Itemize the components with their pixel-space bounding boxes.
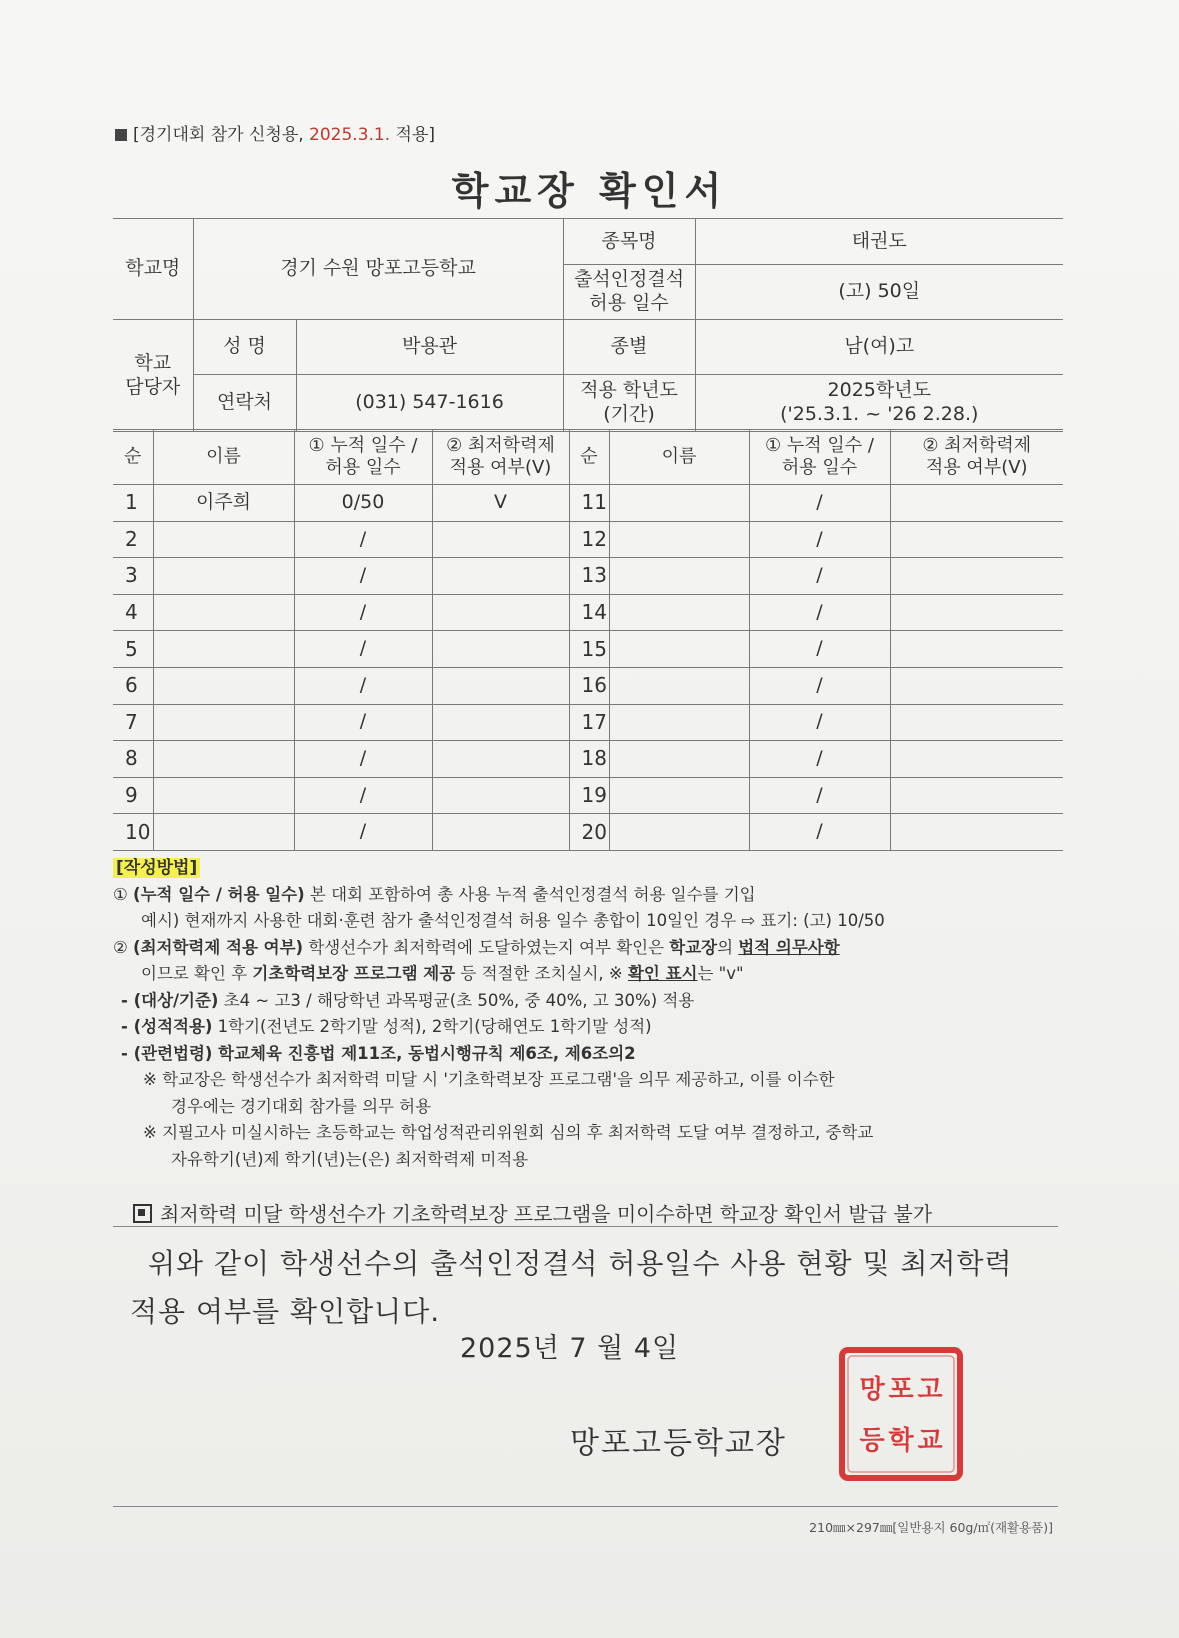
- athlete-table: [113, 429, 1063, 851]
- sport-label: 종목명: [563, 219, 695, 265]
- cell-r-days: /: [749, 704, 890, 741]
- form-usage-note: [경기대회 참가 신청용, 2025.3.1. 적용]: [115, 120, 435, 145]
- info-table: [113, 218, 1063, 432]
- cell-r-no: 17: [569, 704, 609, 741]
- table-row: [113, 594, 1063, 631]
- page-title: 학교장 확인서: [451, 169, 728, 213]
- name-value: 박용관: [296, 320, 563, 375]
- cell-l-name: [153, 631, 294, 668]
- cell-l-min: [432, 741, 569, 778]
- cell-l-no: 8: [113, 741, 153, 778]
- cell-r-days: /: [749, 485, 890, 522]
- cell-l-no: 5: [113, 631, 153, 668]
- table-row: [113, 704, 1063, 741]
- note-1: ※ 학교장은 학생선수가 최저학력 미달 시 '기초학력보장 프로그램'을 의무 제공하고, 이를 이수한: [143, 1070, 835, 1089]
- cell-r-no: 15: [569, 631, 609, 668]
- footer-divider: [113, 1506, 1058, 1507]
- cell-r-min: [890, 741, 1063, 778]
- cell-l-days: /: [294, 814, 432, 851]
- seal-glyph: 등: [859, 1426, 885, 1456]
- cell-r-min: [890, 631, 1063, 668]
- instruction-1: ① (누적 일수 / 허용 일수) 본 대회 포함하여 총 사용 누적 출석인정결석 허용 일수를 기입: [113, 884, 756, 904]
- contact-value: (031) 547-1616: [296, 375, 563, 432]
- cell-l-days: /: [294, 558, 432, 595]
- cell-l-min: [432, 667, 569, 704]
- cell-l-days: /: [294, 741, 432, 778]
- name-label: 성 명: [193, 320, 296, 375]
- seal-glyph: 교: [917, 1426, 943, 1456]
- cell-r-days: /: [749, 594, 890, 631]
- detail-target: - (대상/기준) 초4 ~ 고3 / 해당학년 과목평균(초 50%, 중 40%, 고 30%) 적용: [121, 990, 695, 1010]
- cell-r-name: [609, 667, 749, 704]
- cell-l-no: 3: [113, 558, 153, 595]
- col-name-header: 이름: [153, 430, 294, 485]
- cell-r-name: [609, 814, 749, 851]
- cell-l-days: /: [294, 521, 432, 558]
- cell-r-name: [609, 631, 749, 668]
- cell-r-name: [609, 704, 749, 741]
- col-days-header: ① 누적 일수 / 허용 일수: [749, 430, 890, 485]
- instructions-heading: [작성방법]: [113, 858, 200, 878]
- sport-value: 태권도: [695, 219, 1063, 265]
- official-seal: [838, 1346, 964, 1482]
- cell-r-days: /: [749, 521, 890, 558]
- col-min-header: ② 최저학력제 적용 여부(V): [432, 430, 569, 485]
- gender-value: 남(여)고: [695, 320, 1063, 375]
- divider: [113, 1226, 1058, 1227]
- cell-l-name: [153, 594, 294, 631]
- table-row: [113, 814, 1063, 851]
- col-days-header: ① 누적 일수 / 허용 일수: [294, 430, 432, 485]
- issue-date: 2025년 7 월 4일: [460, 1333, 680, 1364]
- cell-r-min: [890, 777, 1063, 814]
- table-row: [113, 741, 1063, 778]
- cell-l-min: [432, 814, 569, 851]
- cell-l-min: [432, 558, 569, 595]
- cell-l-name: [153, 521, 294, 558]
- cell-l-days: /: [294, 777, 432, 814]
- cell-r-no: 13: [569, 558, 609, 595]
- boxed-square-icon: [133, 1204, 152, 1223]
- cell-l-name: [153, 704, 294, 741]
- school-name: 경기 수원 망포고등학교: [193, 219, 563, 320]
- table-row: [113, 667, 1063, 704]
- table-row: [113, 558, 1063, 595]
- cell-r-min: [890, 667, 1063, 704]
- absence-value: (고) 50일: [695, 265, 1063, 320]
- cell-l-no: 4: [113, 594, 153, 631]
- instruction-2-cont: 이므로 확인 후 기초학력보장 프로그램 제공 등 적절한 조치실시, ※ 확인 표시는 "v": [141, 964, 744, 983]
- cell-l-min: [432, 631, 569, 668]
- cell-l-no: 9: [113, 777, 153, 814]
- cell-l-days: /: [294, 667, 432, 704]
- cell-l-name: [153, 777, 294, 814]
- cell-l-name: [153, 558, 294, 595]
- detail-law: - (관련법령) 학교체육 진흥법 제11조, 동법시행규칙 제6조, 제6조의2: [121, 1043, 636, 1063]
- cell-l-name: 이주희: [153, 485, 294, 522]
- cell-r-min: [890, 704, 1063, 741]
- seal-glyph: 망: [859, 1375, 885, 1405]
- square-bullet-icon: [115, 129, 127, 141]
- seal-glyph: 고: [917, 1375, 943, 1405]
- cell-l-name: [153, 814, 294, 851]
- col-name-header: 이름: [609, 430, 749, 485]
- col-min-header: ② 최저학력제 적용 여부(V): [890, 430, 1063, 485]
- note-1-cont: 경우에는 경기대회 참가를 의무 허용: [171, 1096, 432, 1116]
- note-2: ※ 지필고사 미실시하는 초등학교는 학업성적관리위원회 심의 후 최저학력 도달 여부 결정하고, 중학교: [143, 1123, 874, 1142]
- seal-glyph: 학: [888, 1426, 914, 1456]
- cell-l-days: /: [294, 704, 432, 741]
- cell-r-no: 12: [569, 521, 609, 558]
- table-header-row: [113, 430, 1063, 485]
- cell-r-min: [890, 594, 1063, 631]
- cell-l-no: 6: [113, 667, 153, 704]
- cell-r-days: /: [749, 741, 890, 778]
- paper-spec: 210㎜×297㎜[일반용지 60g/㎡(재활용품)]: [809, 1520, 1053, 1535]
- cell-l-name: [153, 667, 294, 704]
- year-value: 2025학년도 ('25.3.1. ~ '26 2.28.): [695, 375, 1063, 432]
- cell-r-days: /: [749, 631, 890, 668]
- table-row: [113, 777, 1063, 814]
- cell-l-no: 1: [113, 485, 153, 522]
- cell-l-days: /: [294, 631, 432, 668]
- absence-label: 출석인정결석 허용 일수: [563, 265, 695, 320]
- table-row: [113, 631, 1063, 668]
- instructions: [113, 855, 1053, 1173]
- year-label: 적용 학년도 (기간): [563, 375, 695, 432]
- cell-r-no: 20: [569, 814, 609, 851]
- cell-l-no: 7: [113, 704, 153, 741]
- seal-glyph: 포: [888, 1375, 914, 1405]
- cell-r-min: [890, 558, 1063, 595]
- contact-label: 연락처: [193, 375, 296, 432]
- cell-r-name: [609, 777, 749, 814]
- cell-r-name: [609, 521, 749, 558]
- detail-grades: - (성적적용) 1학기(전년도 2학기말 성적), 2학기(당해연도 1학기말 성적): [121, 1017, 652, 1036]
- cell-l-min: [432, 594, 569, 631]
- cell-l-min: [432, 521, 569, 558]
- cell-r-no: 18: [569, 741, 609, 778]
- cell-l-no: 2: [113, 521, 153, 558]
- table-row: [113, 485, 1063, 522]
- col-no-header: 순: [569, 430, 609, 485]
- cell-l-days: /: [294, 594, 432, 631]
- cell-l-min: [432, 704, 569, 741]
- cell-r-days: /: [749, 814, 890, 851]
- cell-r-name: [609, 741, 749, 778]
- cell-r-days: /: [749, 667, 890, 704]
- manager-label: 학교 담당자: [113, 320, 193, 432]
- cell-r-no: 11: [569, 485, 609, 522]
- cell-r-days: /: [749, 558, 890, 595]
- cell-r-min: [890, 521, 1063, 558]
- cell-l-days: 0/50: [294, 485, 432, 522]
- cell-r-name: [609, 485, 749, 522]
- cell-r-name: [609, 558, 749, 595]
- cell-r-min: [890, 814, 1063, 851]
- cell-r-no: 16: [569, 667, 609, 704]
- note-2-cont: 자유학기(년)제 학기(년)는(은) 최저학력제 미적용: [171, 1149, 529, 1169]
- table-row: [113, 521, 1063, 558]
- confirmation-text: 위와 같이 학생선수의 출석인정결석 허용일수 사용 현황 및 최저학력 적용 여부를 확인합니다.: [130, 1247, 1013, 1328]
- gender-label: 종별: [563, 320, 695, 375]
- cell-r-no: 14: [569, 594, 609, 631]
- warning-note: 최저학력 미달 학생선수가 기초학력보장 프로그램을 미이수하면 학교장 확인서 발급 불가: [133, 1198, 932, 1227]
- cell-l-min: [432, 777, 569, 814]
- principal-title: 망포고등학교장: [570, 1426, 787, 1461]
- school-label: 학교명: [113, 219, 193, 320]
- cell-r-name: [609, 594, 749, 631]
- instruction-2: ② (최저학력제 적용 여부) 학생선수가 최저학력에 도달하였는지 여부 확인은 학교장의 법적 의무사항: [113, 937, 840, 957]
- instruction-1-example: 예시) 현재까지 사용한 대회·훈련 참가 출석인정결석 허용 일수 총합이 10일인 경우 ⇨ 표기: (고) 10/50: [141, 911, 885, 930]
- cell-r-min: [890, 485, 1063, 522]
- cell-l-min: V: [432, 485, 569, 522]
- cell-r-no: 19: [569, 777, 609, 814]
- cell-l-name: [153, 741, 294, 778]
- cell-r-days: /: [749, 777, 890, 814]
- cell-l-no: 10: [113, 814, 153, 851]
- col-no-header: 순: [113, 430, 153, 485]
